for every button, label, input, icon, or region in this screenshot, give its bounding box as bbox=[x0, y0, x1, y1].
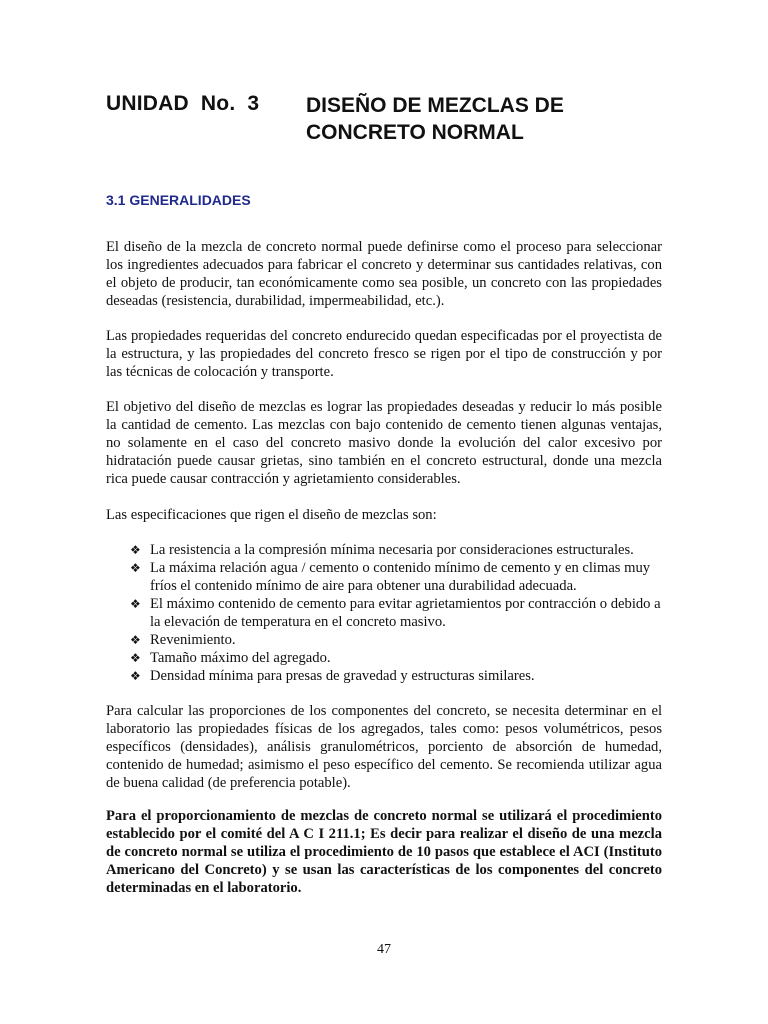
list-item bbox=[130, 649, 670, 667]
paragraph-5: Para calcular las proporciones de los componentes del concreto, se necesita determinar en el laboratorio las propiedades físicas de los agregados, tales como: pesos volumétricos, pesos específicos (densidades), análisis granulométricos, porciento de absorción de humedad, contenido de humedad; asimismo el peso específico del cemento. Se recomienda utilizar agua de buena calidad (de preferencia potable). bbox=[106, 703, 662, 791]
paragraph-6-bold: Para el proporcionamiento de mezclas de concreto normal se utilizará el procedimiento establecido por el comité del A C I 211.1; Es decir para realizar el diseño de una mezcla de concreto normal se utiliza el procedimiento de 10 pasos que establece el ACI (Instituto Americano del Concreto) y se usan las características de los componentes del concreto determinadas en el laboratorio. bbox=[106, 808, 662, 896]
list-item bbox=[130, 559, 670, 595]
diamond-bullet-icon: ❖ bbox=[130, 669, 141, 683]
diamond-bullet-icon: ❖ bbox=[130, 597, 141, 611]
unit-title-line-1: DISEÑO DE MEZCLAS DE bbox=[306, 94, 564, 117]
list-item-text: Densidad mínima para presas de gravedad y estructuras similares. bbox=[150, 668, 535, 684]
list-item-text: La resistencia a la compresión mínima necesaria por consideraciones estructurales. bbox=[150, 542, 634, 558]
page-number: 47 bbox=[377, 942, 391, 957]
diamond-bullet-icon: ❖ bbox=[130, 561, 141, 575]
specifications-list bbox=[130, 541, 670, 685]
list-item bbox=[130, 595, 670, 631]
unit-title-line-2: CONCRETO NORMAL bbox=[306, 121, 524, 144]
paragraph-2: Las propiedades requeridas del concreto endurecido quedan especificadas por el proyectista de la estructura, y las propiedades del concreto fresco se rigen por el tipo de construcción y por las técnicas de colocación y transporte. bbox=[106, 328, 662, 380]
list-item-text: La máxima relación agua / cemento o contenido mínimo de cemento y en climas muy fríos el contenido mínimo de aire para obtener una durabilidad adecuada. bbox=[150, 560, 651, 594]
paragraph-1: El diseño de la mezcla de concreto normal puede definirse como el proceso para seleccionar los ingredientes adecuados para fabricar el concreto y determinar sus cantidades relativas, con el objeto de producir, tan económicamente como sea posible, un concreto con las propiedades deseadas (resistencia, durabilidad, impermeabilidad, etc.). bbox=[106, 239, 662, 309]
unit-label: UNIDAD No. 3 bbox=[106, 92, 260, 115]
unit-title bbox=[306, 92, 564, 146]
paragraph-3: El objetivo del diseño de mezclas es lograr las propiedades deseadas y reducir lo más posible la cantidad de cemento. Las mezclas con bajo contenido de cemento tienen algunas ventajas, no solamente en el caso del concreto masivo donde la evolución del calor excesivo por hidratación puede causar grietas, sino también en el concreto estructural, donde una mezcla rica puede causar contracción y agrietamiento considerables. bbox=[106, 399, 662, 487]
list-item-text: Tamaño máximo del agregado. bbox=[150, 650, 331, 666]
list-item-text: Revenimiento. bbox=[150, 632, 236, 648]
list-item bbox=[130, 631, 670, 649]
diamond-bullet-icon: ❖ bbox=[130, 633, 141, 647]
diamond-bullet-icon: ❖ bbox=[130, 543, 141, 557]
list-item bbox=[130, 541, 670, 559]
section-heading: 3.1 GENERALIDADES bbox=[106, 192, 251, 208]
list-item-text: El máximo contenido de cemento para evitar agrietamientos por contracción o debido a la elevación de temperatura en el concreto masivo. bbox=[150, 596, 661, 630]
list-item bbox=[130, 667, 670, 685]
diamond-bullet-icon: ❖ bbox=[130, 651, 141, 665]
paragraph-4: Las especificaciones que rigen el diseño de mezclas son: bbox=[106, 507, 437, 523]
